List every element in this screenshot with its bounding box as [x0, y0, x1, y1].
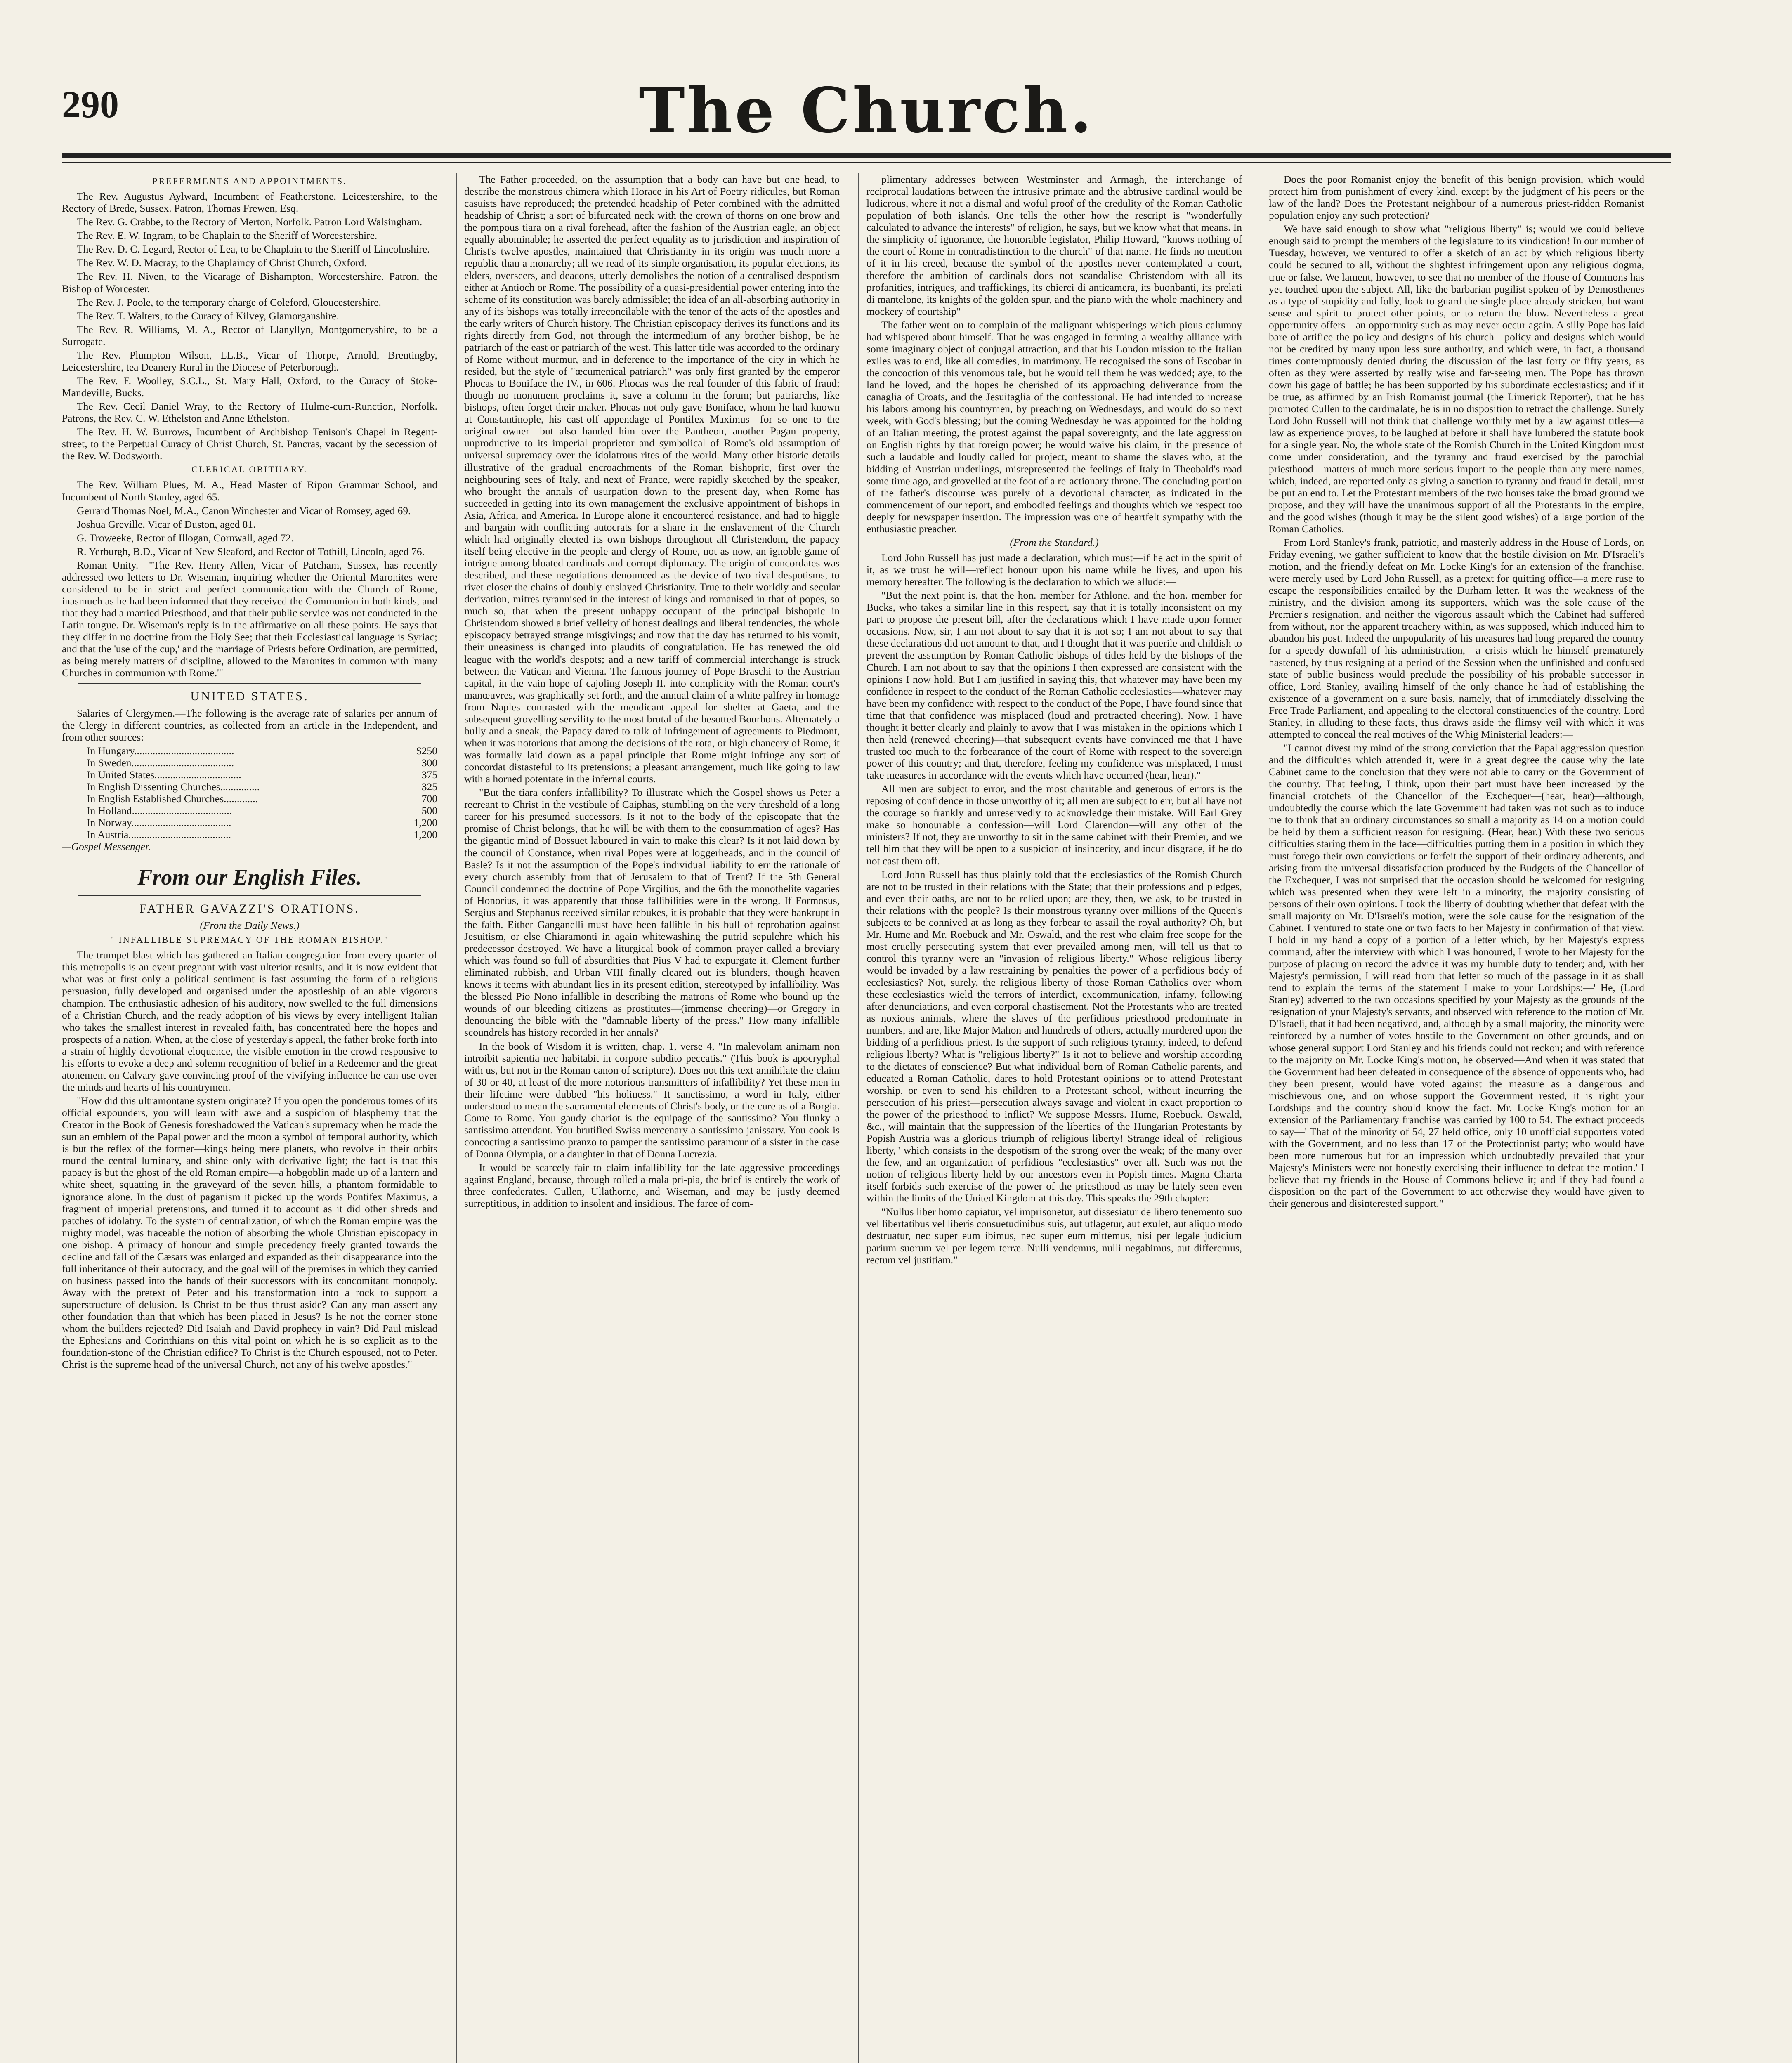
- article-paragraph: The Father proceeded, on the assumption that a body can have but one head, to describe the monstrous chimera which Horace in his Art of Poetry ridicules, but Roman casuists have reproduced; the pretended headship of Peter combined with the admitted headship of Christ; a sort of bifurcated neck with the crown of thorns on one brow and the pompous tiara on a rival forehead, after the fashion of the Austrian eagle, an object equally abominable; he asserted the perfect equality as to jurisdiction and inspiration of Christ's twelve apostles, maintained that Christianity in its origin was much more a republic than a monarchy; all we read of its simple organisation, its popular elections, its elders, overseers, and deacons, utterly demolishes the notion of a centralised despotism either at Antioch or Rome. The possibility of a quasi-presidential power entering into the scheme of its constitution was barely admissible; the idea of an all-absorbing authority in any of its bishops was totally irreconcilable with the tenor of the acts of the apostles and the early writers of Church history. The Christian episcopacy derives its functions and its rights directly from God, not through the intermedium of any brother bishop, be he patriarch of the east or patriarch of the west. This latter title was accorded to the ordinary of Rome without murmur, and in deference to the importance of the city in which he resided, but the style of "œcumenical patriarch" was only first granted by the emperor Phocas to Boniface the IV., in 606. Phocas was the real founder of this fabric of fraud; though no monument proclaims it, save a column in the forum; but patriarchs, like bishops, often forget their maker. Phocas not only gave Boniface, whom he had known at Constantinople, his cast-off appendage of Pontifex Maximus—for so one to the original owner—but also handed him over the Pantheon, another Pagan property, unproductive to its imperial proprietor and symbolical of Rome's old assumption of universal supremacy over the idolatrous rites of the world. Many other historic details illustrative of the gradual encroachments of the Roman bishopric, first over the neighbouring sees of Italy, and next of France, were rapidly sketched by the speaker, who brought the annals of usurpation down to the present day, when Rome has succeeded in getting into its own management the exclusive appointment of bishops in Asia, Africa, and America. In Europe alone it encountered resistance, and had to higgle and bargain with conflicting autocrats for a share in the enslavement of the Church which had originally elected its own bishops throughout all Christendom, the papacy itself being elective in the people and clergy of Rome, not as now, an ignoble game of intrigue among bloated cardinals and corrupt diplomacy. The origin of concordates was described, and these negotiations denounced as the device of two rival despotisms, to rivet closer the chains of doubly-enslaved Christianity. True to their worldly and secular derivation, mitres tyrannised in the interest of kings and romanised in that of popes, so much so, that when the present unhappy occupant of the principal bishopric in Christendom showed a brief velleity of honest dealings and liberal tendencies, the whole episcopacy betrayed strange misgivings; and now that the day has returned to his vomit, their uneasiness is changed into plaudits of congratulation. He has renewed the old league with the world's despots; and a new tariff of commercial interchange is struck between the Vatican and Vienna. The famous journey of Pope Braschi to the Austrian capital, in the vain hope of cajoling Joseph II. into complicity with the Roman court's manœuvres, was graphically set forth, and the annual claim of a white palfrey in homage from Naples contrasted with the mendicant appeal for shelter at Gaeta, and the subsequent grovelling servility to the most brutal of the besotted Bourbons. Alternately a bully and a sneak, the Papacy dared to talk of infringement of agreements to Piedmont, when it was notorious that among the decisions of the rota, or high chancery of Rome, it was formally laid down as a papal principle that Rome might infringe any sort of concordat distasteful to its pretensions; a pleasant arrangement, much like going to law with a horned potentate in the infernal courts.: [464, 173, 840, 785]
- divider: [78, 683, 421, 684]
- article-paragraph: The father went on to complain of the malignant whisperings which pious calumny had whispered about himself. That he was engaged in forming a wealthy alliance with some imaginary object of conjugal attraction, and that his London mission to the Italian exiles was to end, like all comedies, in matrimony. He recognised the sons of Escobar in the concoction of this venomous tale, but he would tell them he was wedded; aye, to the land he loved, and the hopes he cherished of its approaching deliverance from the canaglia of Croats, and the Jesuitaglia of the confessional. He had intended to increase his labors among his countrymen, by preaching on Wednesdays, and would do so next week, with God's blessing; but the coming Wednesday he was appointed for the holding of an Italian meeting, the protest against the papal sovereignty, and the late aggression on English rights by that foreign power; he would waive his claim, in the presence of such a laudable and loudly called for project, meant to shame the slaves who, at the bidding of Austrian underlings, misrepresented the feelings of Italy in Theobald's-road some time ago, and grovelled at the foot of a re-actionary throne. The concluding portion of the father's discourse was purely of a devotional character, as indicated in the commencement of our report, and embodied feelings and thoughts which we respect too deeply for newspaper insertion. The impression was one of heartfelt sympathy with the enthusiastic preacher.: [866, 319, 1242, 535]
- article-paragraph: Lord John Russell has thus plainly told that the ecclesiastics of the Romish Church are not to be trusted in their relations with the State; that their professions and pledges, and even their oaths, are not to be relied upon; are they, then, we ask, to be trusted in their relations with the people? Is their monstrous tyranny over millions of the Queen's subjects to be connived at as long as they forbear to assail the royal authority? Oh, but Mr. Hume and Mr. Roebuck and Mr. Oswald, and the rest who claim free scope for the most cruelly persecuting system that ever prevailed among men, will tell us that to control this tyranny were an "invasion of religious liberty." Whose religious liberty would be invaded by a law restraining by penalties the power of a perfidious body of ecclesiastics? Not, surely, the religious liberty of those Roman Catholics over whom these ecclesiastics wield the terrors of interdict, excommunication, infamy, following after denunciations, and even corporal chastisement. Not the Protestants who are treated as noxious animals, where the slaves of the perfidious priesthood predominate in numbers, and are, like Major Mahon and hundreds of others, actually murdered upon the bidding of a perfidious priest. Is the support of such religious tyranny, indeed, to defend religious liberty? What is "religious liberty?" Is it not to believe and worship according to the dictates of conscience? But what individual born of Roman Catholic parents, and educated a Roman Catholic, dares to hold Protestant opinions or to attend Protestant worship, or even to send his children to a Protestant school, without incurring the persecution of his priest—persecution always savage and violent in exact proportion to the power of the priesthood to inflict? We suppose Messrs. Hume, Roebuck, Oswald, &c., will maintain that the suppression of the liberties of the Hungarian Protestants by Popish Austria was a glorious triumph of religious liberty! Strange ideal of "religious liberty," which consists in the despotism of the strong over the weak; of the many over the few, and an organization of perfidious "ecclesiastics" over all. Such was not the notion of religious liberty held by our ancestors even in Popish times. Magna Charta itself forbids such exercise of the power of the priesthood as may be lately seen even within the limits of the United Kingdom at this day. This speaks the 29th chapter:—: [866, 868, 1242, 1204]
- preferment-item: The Rev. H. W. Burrows, Incumbent of Archbishop Tenison's Chapel in Regent-street, to the Perpetual Curacy of Christ Church, St. Pancras, vacant by the secession of the Rev. W. Dodsworth.: [62, 426, 437, 462]
- salary-row: [62, 817, 437, 829]
- preferment-item: The Rev. H. Niven, to the Vicarage of Bishampton, Worcestershire. Patron, the Bishop of Worcester.: [62, 270, 437, 295]
- divider: [78, 895, 421, 896]
- article-paragraph: Lord John Russell has just made a declaration, which must—if he act in the spirit of it, as we trust he will—reflect honour upon his name while he lives, and upon his memory hereafter. The following is the declaration to which we allude:—: [866, 551, 1242, 588]
- preferment-item: The Rev. Augustus Aylward, Incumbent of Featherstone, Leicestershire, to the Rectory of Brede, Sussex. Patron, Thomas Frewen, Esq.: [62, 190, 437, 215]
- column-3: [866, 173, 1242, 2063]
- article-paragraph: From Lord Stanley's frank, patriotic, and masterly address in the House of Lords, on Friday evening, we gather sufficient to know that the hostile division on Mr. D'Israeli's motion, and the friendly defeat on Mr. Locke King's for an extension of the franchise, were merely used by Lord John Russell, as a pretext for quitting office—a mere ruse to escape the responsibilities entailed by the Durham letter. It was the weakness of the ministry, and the division among its supporters, which was the sole cause of the Premier's resignation, and neither the vigorous assault which the Cabinet had suffered from without, nor the apparent treachery within, as was supposed, which induced him to abandon his post. Indeed the unpopularity of his measures had long prepared the country for a speedy downfall of his administration,—a crisis which he himself prematurely hastened, by thus resigning at a period of the Session when the unfinished and confused state of public business would preclude the possibility of his probable successor in office, Lord Stanley, availing himself of the only chance he had of establishing the existence of a government on a sure basis, namely, that of immediately dissolving the Free Trade Parliament, and appealing to the electoral constituencies of the country. Lord Stanley, in alluding to these facts, thus draws aside the flimsy veil with which it was attempted to conceal the real motives of the Whig Ministerial leaders:—: [1269, 536, 1644, 740]
- preferment-item: The Rev. R. Williams, M. A., Rector of Llanyllyn, Montgomeryshire, to be a Surrogate.: [62, 323, 437, 347]
- preferment-item: The Rev. G. Crabbe, to the Rectory of Merton, Norfolk. Patron Lord Walsingham.: [77, 216, 423, 228]
- stanley-article: [1269, 173, 1644, 1209]
- obituary-item: R. Yerburgh, B.D., Vicar of New Sleaford, and Rector of Tothill, Lincoln, aged 76.: [77, 545, 425, 557]
- salary-amount: 700: [421, 793, 437, 805]
- preferment-item: The Rev. W. D. Macray, to the Chaplaincy of Christ Church, Oxford.: [77, 257, 367, 269]
- salary-row: [62, 745, 437, 757]
- article-paragraph: "Nullus liber homo capiatur, vel imprisonetur, aut dissesiatur de libero tenemento suo vel libertatibus vel liberis consuetudinibus suis, aut utlagetur, aut exulet, aut aliquo modo destruatur, nec super eum ibimus, nec super eum mittemus, nisi per legale judicium parium suorum vel per legem terræ. Nulli vendemus, nulli negabimus, aut differemus, rectum vel justitiam.": [866, 1206, 1242, 1266]
- salary-place: In Sweden.......................................: [87, 756, 234, 769]
- salary-place: In Holland......................................: [87, 805, 232, 817]
- masthead-rule: [62, 153, 1671, 163]
- salary-row: [62, 757, 437, 769]
- column-1: [62, 173, 437, 2063]
- article-paragraph: In the book of Wisdom it is written, chap. 1, verse 4, "In malevolam animam non introibit sapientia nec habitabit in corpore subdito peccatis." (This book is apocryphal with us, but not in the Roman canon of scripture). Does not this text annihilate the claim of 30 or 40, at least of the more notorious transmitters of infallibility? Yet these men in their lifetime were dubbed "his holiness." It sanctissimo, a word in Italy, either understood to mean the sacramental elements of Christ's body, or the cure as of a Borgia. Come to Rome. You gaudy chariot is the equipage of the santissimo? You flunky a santissimo attendant. You brutified Swiss mercenary a santissimo janissary. You cook is concocting a santissimo pranzo to pamper the santissimo paramour of a sister in the case of Donna Olympia, or a daughter in that of Donna Lucrezia.: [464, 1040, 840, 1160]
- obituary-item: G. Troweeke, Rector of Illogan, Cornwall, aged 72.: [77, 531, 294, 544]
- article-paragraph: "How did this ultramontane system originate? If you open the ponderous tomes of its official expounders, you will learn with awe and a suspicion of blasphemy that the Creator in the Book of Genesis foreshadowed the Vatican's supremacy when he made the sun an emblem of the Papal power and the moon a symbol of temporal authority, which is but the reflex of the former—kings being mere planets, who revolve in their orbits round the central luminary, and shine only with derivative light; the fact is that this papacy is but the ghost of the old Roman empire—a hobgoblin made up of a lantern and white sheet, squatting in the graveyard of the seven hills, a phantom formidable to ignorance alone. In the dust of paganism it picked up the words Pontifex Maximus, a fragment of imperial pretensions, and turned it to account as it did other shreds and patches of idolatry. To the system of centralization, of which the Roman empire was the mighty model, was traceable the notion of absorbing the whole Christian episcopacy in one bishop. A primacy of honour and simple precedency freely granted towards the decline and fall of the Cæsars was enlarged and expanded as their disappearance into the full inheritance of their autocracy, and the goal will of the premises in which they carried on business passed into the hands of their successors with its concomitant monopoly. Away with the pretext of Peter and his transformation into a rock to support a superstructure of delusion. Is Christ to be thus thrust aside? Can any man assert any other foundation than that which has been placed in Jesus? Is he not the corner stone whom the builders rejected? Did Isaiah and David prophecy in vain? Did Paul mislead the Ephesians and Corinthians on this vital point on which he is so explicit as to the foundation-stone of the Christian edifice? To Christ is the Church espoused, not to Peter. Christ is the supreme head of the universal Church, not any of his twelve apostles.": [62, 1095, 437, 1371]
- preferment-item: The Rev. E. W. Ingram, to be Chaplain to the Sheriff of Worcestershire.: [77, 229, 378, 242]
- standard-source: (From the Standard.): [1010, 536, 1099, 548]
- preferments-heading: PREFERMENTS AND APPOINTMENTS.: [152, 176, 347, 186]
- gavazzi-source: (From the Daily News.): [200, 919, 300, 932]
- salary-amount: 1,200: [413, 817, 437, 829]
- salaries-source: —Gospel Messenger.: [62, 840, 151, 853]
- salary-place: In United States.................................: [87, 768, 241, 781]
- obituary-list: [62, 479, 437, 557]
- preferment-item: The Rev. Plumpton Wilson, LL.B., Vicar of Thorpe, Arnold, Brentingby, Leicestershire, tea Deanery Rural in the Diocese of Peterborough.: [62, 349, 437, 373]
- preferment-item: The Rev. D. C. Legard, Rector of Lea, to be Chaplain to the Sheriff of Lincolnshire.: [77, 243, 430, 255]
- preferment-item: The Rev. F. Woolley, S.C.L., St. Mary Hall, Oxford, to the Curacy of Stoke-Mandeville, Bucks.: [62, 374, 437, 399]
- salary-row: [62, 805, 437, 817]
- article-paragraph: It would be scarcely fair to claim infallibility for the late aggressive proceedings against England, because, through rolled a mala pri-pia, the brief is entirely the work of three confederates. Cullen, Ullathorne, and Wiseman, and may be justly deemed surreptitious, in addition to insolent and insidious. The farce of com-: [464, 1161, 840, 1210]
- english-files-heading: From our English Files.: [137, 865, 362, 890]
- obituary-item: Joshua Greville, Vicar of Duston, aged 81.: [77, 518, 256, 530]
- article-paragraph: The trumpet blast which has gathered an Italian congregation from every quarter of this metropolis is an event pregnant with vast ulterior results, and it is now evident that what was at first only a political sentiment is fast assuming the form of a religious persuasion, fully developed and organised under the apostleship of an able vigorous champion. The enthusiastic adhesion of his auditory, now swelled to the full dimensions of a Christian Church, and the ready adoption of his views by every intelligent Italian who takes the smallest interest in revealed faith, has concentrated here the hopes and prospects of a nation. When, at the close of yesterday's appeal, the father broke forth into a strain of highly devotional eloquence, the visible emotion in the crowd responsive to his efforts to evoke a deep and solemn recognition of belief in a Redeemer and the great atonement on Calvary gave convincing proof of the vivifying influence he can use over the minds and hearts of his countrymen.: [62, 949, 437, 1093]
- column-rule: [456, 173, 457, 2063]
- salary-row: [62, 781, 437, 793]
- obituary-heading: CLERICAL OBITUARY.: [191, 464, 308, 475]
- column-rule: [858, 173, 859, 2063]
- salary-place: In Norway......................................: [87, 817, 231, 829]
- salary-place: In Hungary......................................: [87, 744, 234, 757]
- article-paragraph: "But the tiara confers infallibility? To illustrate which the Gospel shows us Peter a recreant to Christ in the vestibule of Caiphas, stumbling on the very threshold of a long career for his presumed successors. Is it not to the body of the episcopate that the promise of Christ belongs, that he will be with them to the consummation of ages? Has the gigantic mind of Bossuet laboured in vain to make this clear? Is it not laid down by the council of Constance, when rival Popes were at loggerheads, and in the council of Basle? Is it not the assumption of the Pope's individual liability to err the rationale of every church assembly from that of Jerusalem to that of Trent? If the 5th General Council condemned the doctrine of Pope Virgilius, and the 6th the monothelite vagaries of Honorius, it was apparently that those fallibilities were in the wrong. If Formosus, Sergius and Stephanus received similar rebukes, it is probable that they were bankrupt in the faith. Either Ganganelli must have been fallible in his bull of reprobation against Jesuitism, or else Chiaramonti in again whitewashing the putrid sepulchre which his predecessor destroyed. We have a liturgical book of common prayer called a breviary which was found so full of absurdities that Pius V had to expurgate it. Clement further eliminated rubbish, and Urban VIII finally cleared out its blunders, though heaven knows it teems with abundant lies in its present edition, stereotyped by infallibility. Was the blessed Pio Nono infallible in describing the matrons of Rome who bound up the wounds of our bleeding citizens as prostitutes—(immense cheering)—or Gregory in denouncing the bible with the "damnable liberty of the press." How many infallible scoundrels has history recorded in her annals?: [464, 786, 840, 1039]
- article-paragraph: All men are subject to error, and the most charitable and generous of errors is the reposing of confidence in those unworthy of it; all men are subject to err, but all have not the courage so frankly and unreservedly to acknowledge their mistake. Will Earl Grey make so honourable a confession—will Lord Clarendon—will any other of the ministers? If not, they are unworthy to sit in the same cabinet with their Premier, and we tell him that they will be open to a suspicion of insincerity, and incur disgrace, if he do not cast them off.: [866, 783, 1242, 867]
- salary-amount: 500: [421, 805, 437, 817]
- gavazzi-article-end: [866, 173, 1242, 535]
- salary-row: [62, 829, 437, 840]
- gavazzi-article: [62, 949, 437, 1370]
- preferment-item: The Rev. T. Walters, to the Curacy of Kilvey, Glamorganshire.: [77, 309, 339, 322]
- salary-amount: $250: [416, 744, 437, 757]
- article-paragraph: Does the poor Romanist enjoy the benefit of this benign provision, which would protect him from punishment of every kind, except by the judgment of his peers or the law of the land? Does the Protestant neighbour of a numerous priest-ridden Romanist population enjoy any such protection?: [1269, 173, 1644, 222]
- salary-row: [62, 769, 437, 781]
- gavazzi-heading: FATHER GAVAZZI'S ORATIONS.: [139, 902, 360, 916]
- gavazzi-subheading: " INFALLIBLE SUPREMACY OF THE ROMAN BISHOP.": [110, 935, 389, 945]
- salary-row: [62, 793, 437, 805]
- salary-amount: 375: [421, 768, 437, 781]
- masthead: [62, 74, 1671, 153]
- article-paragraph: We have said enough to show what "religious liberty" is; would we could believe enough said to prompt the members of the legislature to its vindication! In our number of Tuesday, however, we ventured to offer a sketch of an act by which religious liberty could be secured to all, without the slightest infringement upon any religious dogma, true or false. We lament, however, to see that no member of the House of Commons has yet touched upon the subject. All, like the barbarian pugilist spoken of by Demosthenes as a type of stupidity and folly, look to guard the single place already stricken, but want sense and spirit to protect other points, or to return the blow. Nevertheless a great opportunity offers—an opportunity such as may never occur again. A silly Pope has laid bare of artifice the policy and designs of his church—policy and designs which would not be credited by many upon less sure authority, and which were, in fact, a thousand times contemptuously denied during the discussion of the last forty or fifty years, as often as they were asserted by really wise and far-seeing men. The Pope has thrown down his gage of battle; he has been supported by his subordinate ecclesiastics; and if it be true, as affirmed by an Irish Romanist journal (the Limerick Reporter), that he has promoted Cullen to the cardinalate, he is in no disposition to retract the challenge. Surely Lord John Russell will not think that challenge worthily met by a law against titles—a law as experience proves, to be laughed at before it shall have lumbered the statute book for a single year. No, the whole state of the Romish Church in the United Kingdom must come under consideration, and the tyranny and fraud exercised by the parochial priesthood—matters of much more serious import to the people than any mere names, which, indeed, are reported only as giving a sanction to tyranny and fraud in detail, must be put an end to. Let the Protestant members of the two houses take the broad ground we propose, and they will have the unanimous support of all the Protestants in the empire, and the good wishes (though it may be the silent good wishes) of a large portion of the Roman Catholics.: [1269, 223, 1644, 535]
- salary-place: In English Established Churches.............: [87, 793, 258, 805]
- gavazzi-article-continued: [464, 173, 840, 1209]
- preferment-item: The Rev. Cecil Daniel Wray, to the Rectory of Hulme-cum-Runction, Norfolk. Patrons, the Rev. C. W. Ethelston and Anne Ethelston.: [62, 400, 437, 425]
- preferments-list: [62, 190, 437, 462]
- salary-amount: 1,200: [413, 829, 437, 841]
- obituary-item: Gerrard Thomas Noel, M.A., Canon Winchester and Vicar of Romsey, aged 69.: [77, 504, 411, 517]
- salary-amount: 325: [421, 781, 437, 793]
- salaries-table: [62, 745, 437, 841]
- salary-place: In English Dissenting Churches...............: [87, 781, 260, 793]
- obituary-item: The Rev. William Plues, M. A., Head Master of Ripon Grammar School, and Incumbent of North Stanley, aged 65.: [62, 479, 437, 503]
- salaries-intro: Salaries of Clergymen.—The following is the average rate of salaries per annum of the Clergy in different countries, as collected from an article in the Independent, and from other sources:: [62, 707, 437, 743]
- article-paragraph: plimentary addresses between Westminster and Armagh, the interchange of reciprocal laudations between the intrusive primate and the abtrusive cardinal would be ludicrous, where it not a dismal and woful proof of the credulity of the Roman Catholic population of both islands. One tells the other how the rescript is "wonderfully calculated to advance the interests" of religion, he says, but we know what that means. In the simplicity of ignorance, the honorable legislator, Philip Howard, "knows nothing of the court of Rome in contradistinction to the church" of that name. He finds no mention of it in his creed, because the symbol of the apostles never contemplated a court, therefore the ambition of cardinals does not scandalise Christendom with all its profanities, intrigues, and traffickings, its chierci di anticamera, its buonbanti, its prelati di mantelone, its knights of the golden spur, and the piano with the whole machinery and mockery of courtship": [866, 173, 1242, 317]
- column-4: [1269, 173, 1644, 2063]
- russell-article: [866, 552, 1242, 1266]
- united-states-heading: UNITED STATES.: [190, 689, 309, 703]
- salary-place: In Austria.......................................: [87, 829, 231, 841]
- roman-unity-article: Roman Unity.—"The Rev. Henry Allen, Vicar of Patcham, Sussex, has recently addressed two letters to Dr. Wiseman, inquiring whether the Oriental Maronites were considered to be in strict and perfect communication with the Church of Rome, inasmuch as he had been informed that they received the Communion in both kinds, and that they had a married Priesthood, and that their public service was not conducted in the Latin tongue. Dr. Wiseman's reply is in the affirmative on all these points. He says that they differ in no doctrine from the Holy See; that their Ecclesiastical language is Syriac; and that the 'use of the cup,' and the marriage of Priests before Ordination, are permitted, as being merely matters of discipline, allowed to the Maronites in common with 'many Churches in communion with Rome.'": [62, 559, 437, 679]
- page-number: 290: [62, 83, 119, 125]
- preferment-item: The Rev. J. Poole, to the temporary charge of Coleford, Gloucestershire.: [77, 296, 381, 308]
- column-2: [464, 173, 840, 2063]
- salary-amount: 300: [421, 756, 437, 769]
- newspaper-title: The Church.: [639, 74, 1094, 147]
- article-paragraph: "I cannot divest my mind of the strong conviction that the Papal aggression question and the difficulties which attended it, were in a great degree the cause why the late Cabinet came to the conclusion that they were not able to carry on the Government of the country. That feeling, I think, upon their part must have been increased by the financial crotchets of the Chancellor of the Exchequer—(hear, hear)—although, undoubtedly the course which the late Government had taken was not such as to induce me to think that an ordinary circumstances so small a majority as 14 on a motion could be held by them a sufficient reason for resigning. (Hear, hear.) With these two serious difficulties staring them in the face—difficulties putting them in a position in which they must forego their own convictions or forfeit the support of their ordinary adherents, and arising from the universal dissatisfaction produced by the Budgets of the Chancellor of the Exchequer, I was not surprised that the occasion should be welcomed for resigning which was presented when they were left in a minority, the majority consisting of persons of their own opinions. I took the liberty of doubting whether that defeat with the small majority on Mr. D'Israeli's motion, were the sole cause for the resignation of the Cabinet. I ventured to state one or two facts to her Majesty in confirmation of that view. I hold in my hand a copy of a portion of a letter which, by her Majesty's express command, after the interview with which I was honoured, I wrote to her Majesty for the purpose of placing on record the advice it was my humble duty to tender; and, with her Majesty's permission, I will read from that letter so much of the passage in it as shall tend to explain the terms of the statement I make to your Lordships:—' He, (Lord Stanley) adverted to the two occasions specified by your Majesty as the grounds of the resignation of your Majesty's servants, and observed with reference to the motion of Mr. D'Israeli, that it had been negatived, and, although by a small majority, the minority were reinforced by a number of votes hostile to the Government on other grounds, and on whose general support Lord Stanley and his friends could not reckon; and with reference to the majority on Mr. Locke King's motion, he observed—And when it was stated that the Government had been defeated in consequence of the absence of opponents who, had they been present, would have voted against the measure as a dangerous and mischievous one, and on whose support the Government rested, it is right your Lordships and the country should know the fact. Mr. Locke King's motion for an extension of the Parliamentary franchise was carried by 100 to 54. The extract proceeds to say—' That of the minority of 54, 27 held office, only 10 unofficial supporters voted with the Government, and no less than 17 of the Protectionist party; who would have been more numerous but for an impression which undoubtedly prevailed that your Majesty's Ministers were not honestly exercising their influence to defeat the motion.' I believe that my friends in the House of Commons believe it; and if they had found a disposition on the part of the Government to act otherwise they would have given to their generous and disinterested support.": [1269, 741, 1644, 1210]
- article-paragraph: "But the next point is, that the hon. member for Athlone, and the hon. member for Bucks, who takes a similar line in this respect, say that it is totally inconsistent on my part to propose the present bill, after the declarations which I have made upon former occasions. Now, sir, I am not about to say that it is not so; I am not about to say that these declarations did not amount to that, and I thought that it was puerile and childish to prevent the assumption by Roman Catholic bishops of titles held by the bishops of the Church. I am not about to say that the opinions I then expressed are consistent with the opinions I now hold. But I am justified in saying this, that whatever may have been my confidence in respect to the conduct of the Roman Catholic ecclesiastics—whatever may have been my confidence with respect to the conduct of the Pope, I have found since that time that that confidence was misplaced (loud and protracted cheering). Now, I have thought it better clearly and plainly to avow that I was mistaken in the opinions which I then held (renewed cheering)—that subsequent events have convinced me that I have trusted too much to the forbearance of the court of Rome with respect to the sovereign power of this country; and that, therefore, feeling my confidence was misplaced, I must take measures in accordance with the events which have occurred (hear, hear).": [866, 589, 1242, 781]
